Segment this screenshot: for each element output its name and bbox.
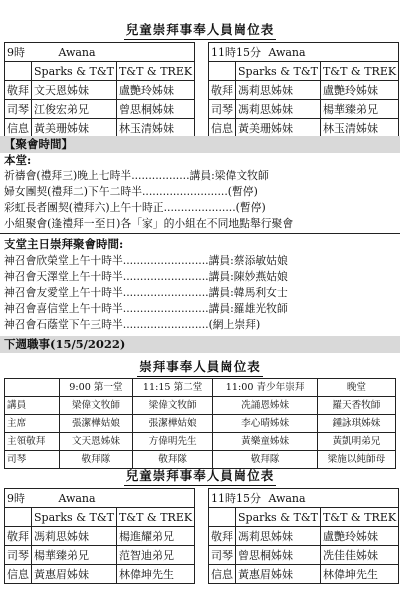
next-week-table: 9:00 第一堂 11:15 第二堂 11:00 青少年崇拜 晚堂 講員 梁偉文牧師 梁偉文牧師 冼誦恩姊妹 羅天香牧師 主席 張潔樺姑娘 張潔樺姑娘 李心晴姊妹 鍾詠琪姊妹 主領敬拜 文天恩姊妹 方偉明先生 黃樂童姊妹 黃凱明弟兄 司琴 敬拜隊 敬拜隊 敬拜隊 梁施以純師母 bbox=[4, 378, 396, 469]
kids-bottom-left-header: 9時 Awana bbox=[5, 489, 195, 508]
table-row: 主席 張潔樺姑娘 張潔樺姑娘 李心晴姊妹 鍾詠琪姊妹 bbox=[5, 415, 396, 433]
kids-top-left-header: 9時 Awana bbox=[5, 43, 195, 62]
meeting-line: 小組聚會(逢禮拜一至日)各「家」的小組在不同地點舉行聚會 bbox=[4, 217, 294, 230]
main-hall-label: 本堂: bbox=[4, 153, 32, 167]
kids-top-left-col1: Sparks & T&T bbox=[32, 62, 117, 81]
kids-bottom-title: 兒童崇拜事奉人員崗位表 bbox=[0, 466, 400, 486]
next-week-title: 崇拜事奉人員崗位表 bbox=[0, 357, 400, 377]
kids-top-left-col2: T&T & TREK bbox=[116, 62, 194, 81]
kids-bottom-right-header: 11時15分 Awana bbox=[209, 489, 399, 508]
table-row: 敬拜 文天恩姊妹 盧艷玲姊妹 bbox=[5, 81, 195, 100]
kids-bottom-left-col1: Sparks & T&T bbox=[32, 508, 117, 527]
branch-line: 神召會石蔭堂下午三時半.........................(網上崇拜) bbox=[4, 318, 261, 331]
kids-top-title: 兒童崇拜事奉人員崗位表 bbox=[0, 20, 400, 40]
table-row: 信息 黃惠眉姊妹 林偉坤先生 bbox=[209, 565, 399, 584]
kids-bottom-right-table bbox=[208, 488, 399, 584]
divider bbox=[0, 233, 400, 234]
kids-bottom-right-col1: Sparks & T&T bbox=[236, 508, 321, 527]
kids-bottom-left-table bbox=[4, 488, 195, 584]
meetings-header: 【聚會時間】 bbox=[0, 136, 400, 153]
kids-top-right-table bbox=[208, 42, 399, 138]
kids-top-right-col1: Sparks & T&T bbox=[236, 62, 321, 81]
branch-header: 支堂主日崇拜聚會時間: bbox=[4, 237, 124, 251]
meeting-line: 彩虹長者團契(禮拜六)上午十時正.....................(暫停) bbox=[4, 201, 266, 214]
branch-line: 神召會喜信堂上午十時半.........................講員:羅雄光牧師 bbox=[4, 302, 288, 315]
kids-top-right-header: 11時15分 Awana bbox=[209, 43, 399, 62]
branch-line: 神召會友愛堂上午十時半.........................講員:韓馬利女士 bbox=[4, 286, 288, 299]
table-row: 信息 黃惠眉姊妹 林偉坤先生 bbox=[5, 565, 195, 584]
branch-line: 神召會欣榮堂上午十時半.........................講員:蔡添敏姑娘 bbox=[4, 254, 288, 267]
table-row: 敬拜 馮莉思姊妹 盧艷玲姊妹 bbox=[209, 527, 399, 546]
kids-bottom-right-col2: T&T & TREK bbox=[320, 508, 398, 527]
meeting-line: 婦女團契(禮拜二)下午二時半.........................(暫停) bbox=[4, 185, 258, 198]
table-row: 信息 黃美珊姊妹 林玉清姊妹 bbox=[5, 119, 195, 138]
table-row: 司琴 馮莉思姊妹 楊華臻弟兄 bbox=[209, 100, 399, 119]
table-row: 主領敬拜 文天恩姊妹 方偉明先生 黃樂童姊妹 黃凱明弟兄 bbox=[5, 433, 396, 451]
table-row: 司琴 江俊宏弟兄 曾思桐姊妹 bbox=[5, 100, 195, 119]
kids-bottom-left-col2: T&T & TREK bbox=[116, 508, 194, 527]
table-row: 敬拜 馮莉思姊妹 楊進耀弟兄 bbox=[5, 527, 195, 546]
kids-top-left-table bbox=[4, 42, 195, 138]
table-row: 司琴 敬拜隊 敬拜隊 敬拜隊 梁施以純師母 bbox=[5, 451, 396, 469]
table-row: 司琴 楊華臻弟兄 范智迪弟兄 bbox=[5, 546, 195, 565]
table-row: 信息 黃美珊姊妹 林玉清姊妹 bbox=[209, 119, 399, 138]
table-row: 敬拜 馮莉思姊妹 盧艷玲姊妹 bbox=[209, 81, 399, 100]
table-row: 司琴 曾思桐姊妹 冼佳佳姊妹 bbox=[209, 546, 399, 565]
branch-line: 神召會天澤堂上午十時半.........................講員:陳妙燕姑娘 bbox=[4, 270, 288, 283]
next-week-header: 下週職事(15/5/2022) bbox=[0, 336, 400, 353]
kids-top-right-col2: T&T & TREK bbox=[320, 62, 398, 81]
table-row: 講員 梁偉文牧師 梁偉文牧師 冼誦恩姊妹 羅天香牧師 bbox=[5, 397, 396, 415]
meeting-line: 祈禱會(禮拜三)晚上七時半.................講員:梁偉文牧師 bbox=[4, 169, 269, 182]
